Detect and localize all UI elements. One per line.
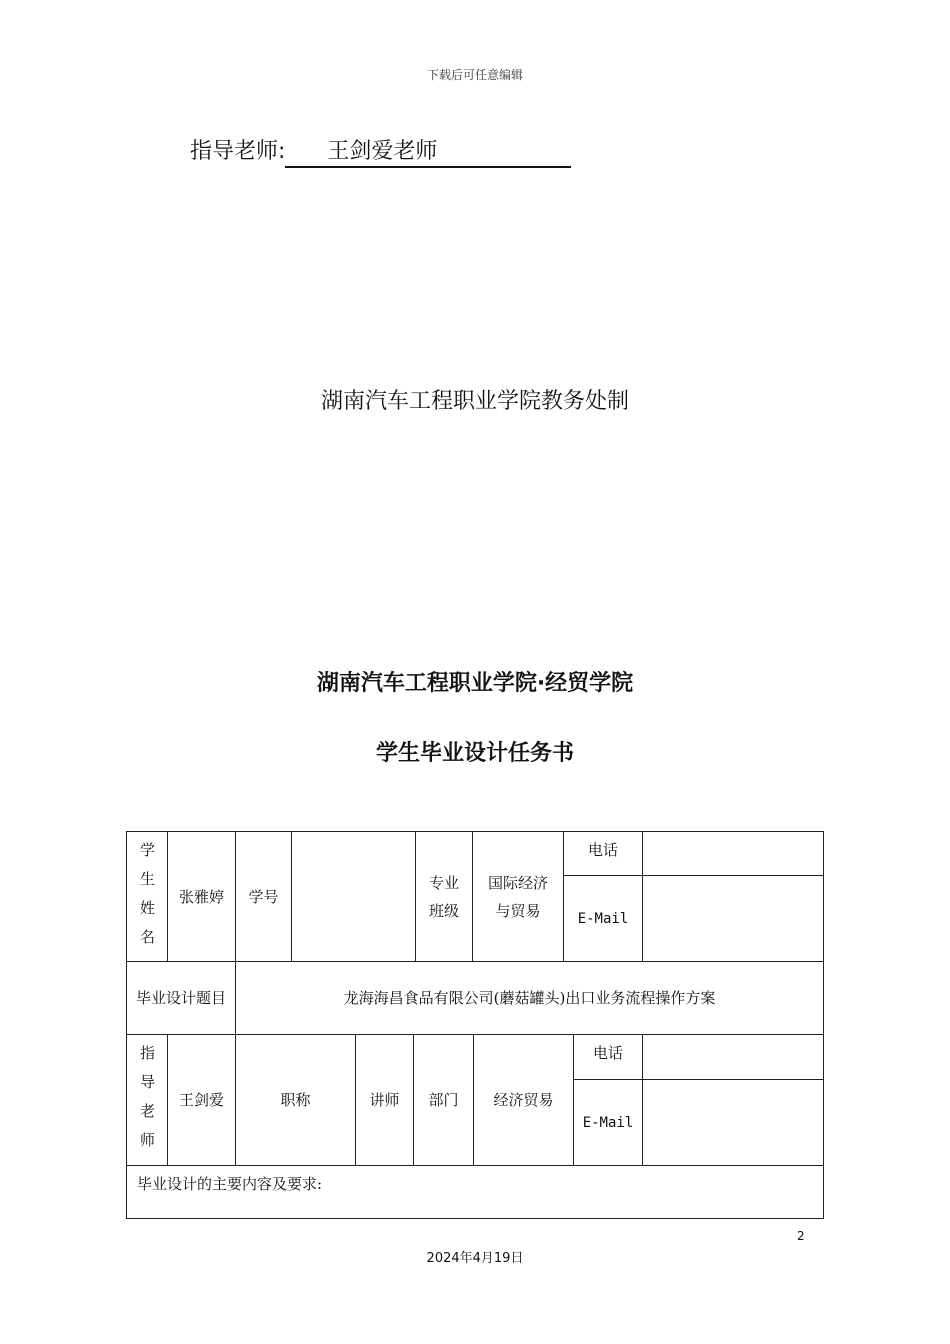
issuing-office: 湖南汽车工程职业学院教务处制	[320, 389, 629, 414]
dept-label: 部门	[428, 1091, 459, 1109]
dept-label-cell	[413, 1034, 474, 1166]
student-phone-label-cell	[563, 831, 643, 876]
advisor-title: 讲师	[369, 1091, 400, 1109]
student-phone-label: 电话	[587, 841, 618, 859]
title-label-cell	[235, 1034, 356, 1166]
advisor-table-label: 指导老师	[140, 1044, 156, 1149]
major-label: 专业班级	[428, 873, 459, 920]
advisor-phone-label: 电话	[592, 1044, 623, 1062]
advisor-name-cell	[167, 1034, 236, 1166]
title-cell	[355, 1034, 414, 1166]
page-number: 2	[797, 1229, 805, 1243]
requirements-label: 毕业设计的主要内容及要求:	[137, 1175, 323, 1193]
requirements-cell	[126, 1165, 824, 1219]
student-email-cell	[642, 875, 824, 962]
footer-date: 2024年4月19日	[426, 1251, 524, 1266]
college-name: 湖南汽车工程职业学院·经贸学院	[316, 671, 634, 696]
dept-cell	[473, 1034, 574, 1166]
student-id-label: 学号	[248, 887, 279, 906]
topic-label: 毕业设计题目	[135, 989, 226, 1007]
advisor-email-label-cell	[573, 1079, 643, 1166]
student-id-cell	[291, 831, 416, 962]
advisor-phone-label-cell	[573, 1034, 643, 1080]
student-email-label-cell	[563, 875, 643, 962]
student-name-label-cell	[126, 831, 168, 962]
student-email-label: E-Mail	[577, 910, 629, 927]
advisor-table-name: 王剑爱	[178, 1091, 224, 1109]
student-name-label: 学生姓名	[140, 841, 156, 946]
advisor-label: 指导老师:	[190, 139, 286, 164]
title-label: 职称	[280, 1091, 311, 1109]
advisor-name: 王剑爱老师	[285, 138, 571, 168]
advisor-email-cell	[642, 1079, 824, 1166]
student-id-label-cell	[235, 831, 292, 962]
advisor-line	[190, 134, 571, 168]
advisor-phone-cell	[642, 1034, 824, 1080]
major-cell	[472, 831, 564, 962]
topic-label-cell	[126, 961, 236, 1035]
header-note: 下载后可任意编辑	[426, 68, 523, 82]
student-phone-cell	[642, 831, 824, 876]
dept: 经济贸易	[493, 1091, 554, 1109]
major: 国际经济与贸易	[487, 873, 548, 920]
major-label-cell	[415, 831, 473, 962]
student-name-cell	[167, 831, 236, 962]
advisor-label-cell	[126, 1034, 168, 1166]
document-title: 学生毕业设计任务书	[375, 741, 574, 766]
topic: 龙海海昌食品有限公司(蘑菇罐头)出口业务流程操作方案	[343, 989, 716, 1007]
advisor-email-label: E-Mail	[582, 1114, 634, 1131]
topic-cell	[235, 961, 824, 1035]
student-name: 张雅婷	[178, 887, 224, 906]
